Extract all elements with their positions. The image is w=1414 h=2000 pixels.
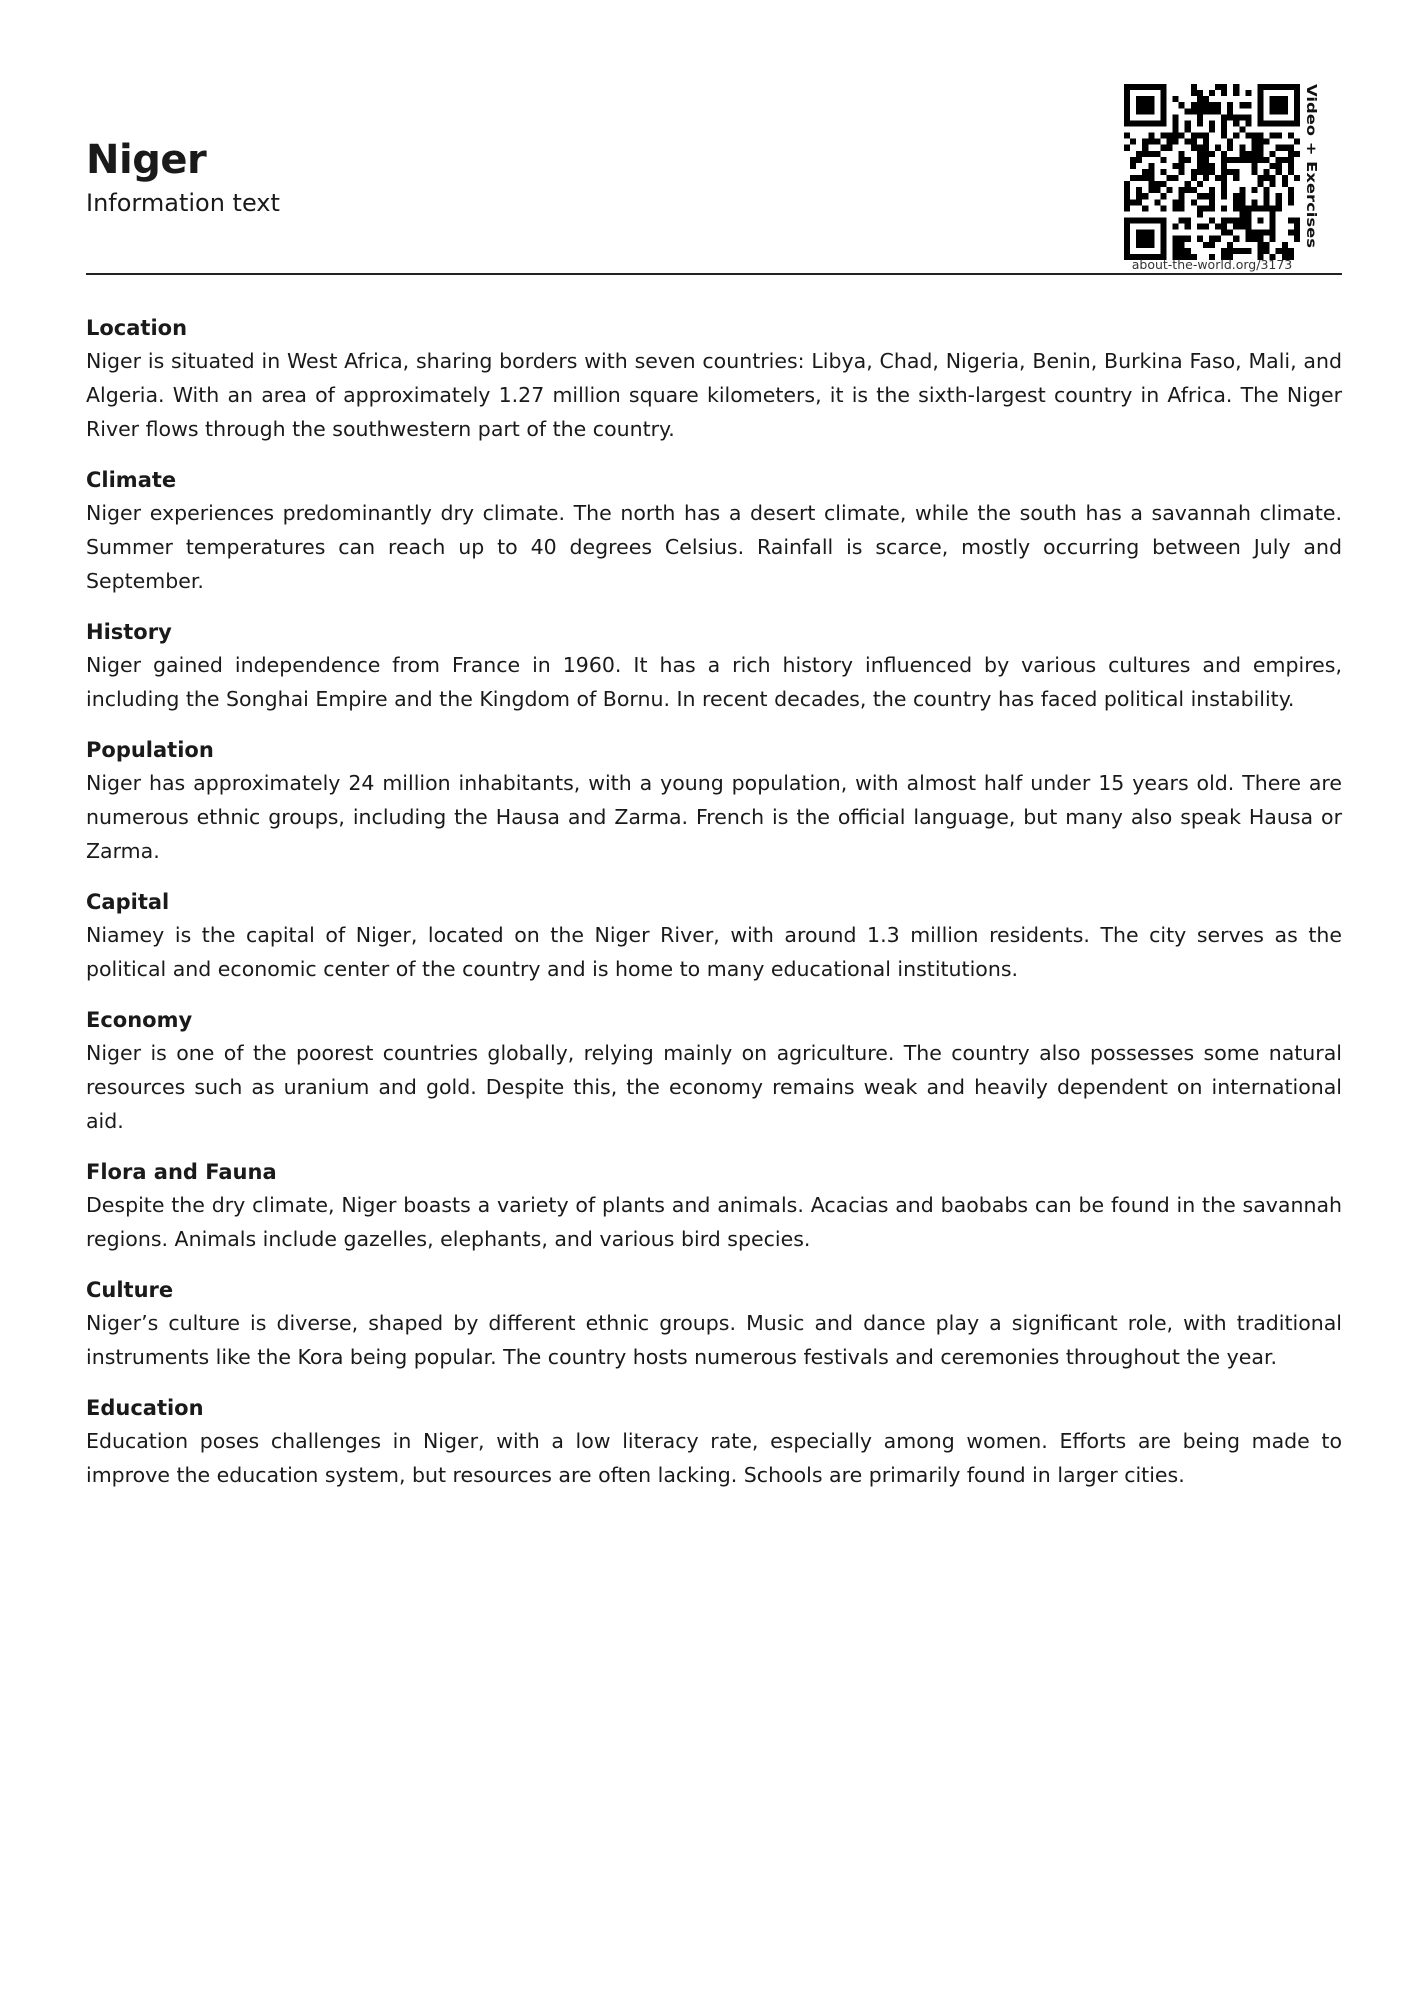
qr-url-link[interactable]: about-the-world.org/3173 [1131,257,1293,272]
page-title: Niger [86,137,207,183]
section-location [86,312,1342,446]
section-heading: Flora and Fauna [86,1160,277,1184]
section-text: Niger gained independence from France in 1960. It has a rich history influenced by various cultures and empires, including the Songhai Empire and the Kingdom of Bornu. In recent decades, the country has faced political instability. [86,653,1342,711]
section-history [86,616,1342,716]
section-heading: Economy [86,1008,193,1032]
page-subtitle: Information text [86,189,280,217]
section-population [86,734,1342,868]
section-climate [86,464,1342,598]
section-text: Niger’s culture is diverse, shaped by different ethnic groups. Music and dance play a significant role, with traditional instruments like the Kora being popular. The country hosts numerous festivals and ceremonies throughout the year. [86,1311,1342,1369]
section-text: Niger experiences predominantly dry climate. The north has a desert climate, while the south has a savannah climate. Summer temperatures can reach up to 40 degrees Celsius. Rainfall is scarce, mostly occurring between July and September. [86,501,1342,593]
qr-side-label [1300,84,1336,260]
section-heading: Population [86,738,214,762]
section-education [86,1392,1342,1492]
section-heading: Climate [86,468,177,492]
section-text: Despite the dry climate, Niger boasts a variety of plants and animals. Acacias and baobabs can be found in the savannah regions. Animals include gazelles, elephants, and various bird species. [86,1193,1342,1251]
qr-label-text: Video + Exercises [1303,84,1319,220]
section-text: Niger has approximately 24 million inhabitants, with a young population, with almost half under 15 years old. There are numerous ethnic groups, including the Hausa and Zarma. French is the official language, but many also speak Hausa or Zarma. [86,771,1342,863]
qr-code-block[interactable] [1124,84,1342,274]
section-culture [86,1274,1342,1374]
section-capital [86,886,1342,986]
section-text: Niger is one of the poorest countries globally, relying mainly on agriculture. The country also possesses some natural resources such as uranium and gold. Despite this, the economy remains weak and heavily dependent on international aid. [86,1041,1342,1133]
qr-code-icon[interactable] [1124,84,1300,260]
section-text: Education poses challenges in Niger, with a low literacy rate, especially among women. Efforts are being made to improve the education system, but resources are often lacking. Schools are primarily found in larger cities. [86,1429,1342,1487]
info-text-body [86,312,1342,1510]
section-heading: History [86,620,172,644]
header-divider [86,273,1342,275]
section-heading: Location [86,316,188,340]
section-heading: Education [86,1396,204,1420]
section-flora-and-fauna [86,1156,1342,1256]
section-heading: Capital [86,890,170,914]
section-text: Niamey is the capital of Niger, located on the Niger River, with around 1.3 million residents. The city serves as the political and economic center of the country and is home to many educational institutions. [86,923,1342,981]
page-header [86,84,1342,274]
section-heading: Culture [86,1278,174,1302]
section-text: Niger is situated in West Africa, sharing borders with seven countries: Libya, Chad, Nigeria, Benin, Burkina Faso, Mali, and Algeria. With an area of approximately 1.27 million square kilometers, it is the sixth-largest country in Africa. The Niger River flows through the southwestern part of the country. [86,349,1342,441]
section-economy [86,1004,1342,1138]
